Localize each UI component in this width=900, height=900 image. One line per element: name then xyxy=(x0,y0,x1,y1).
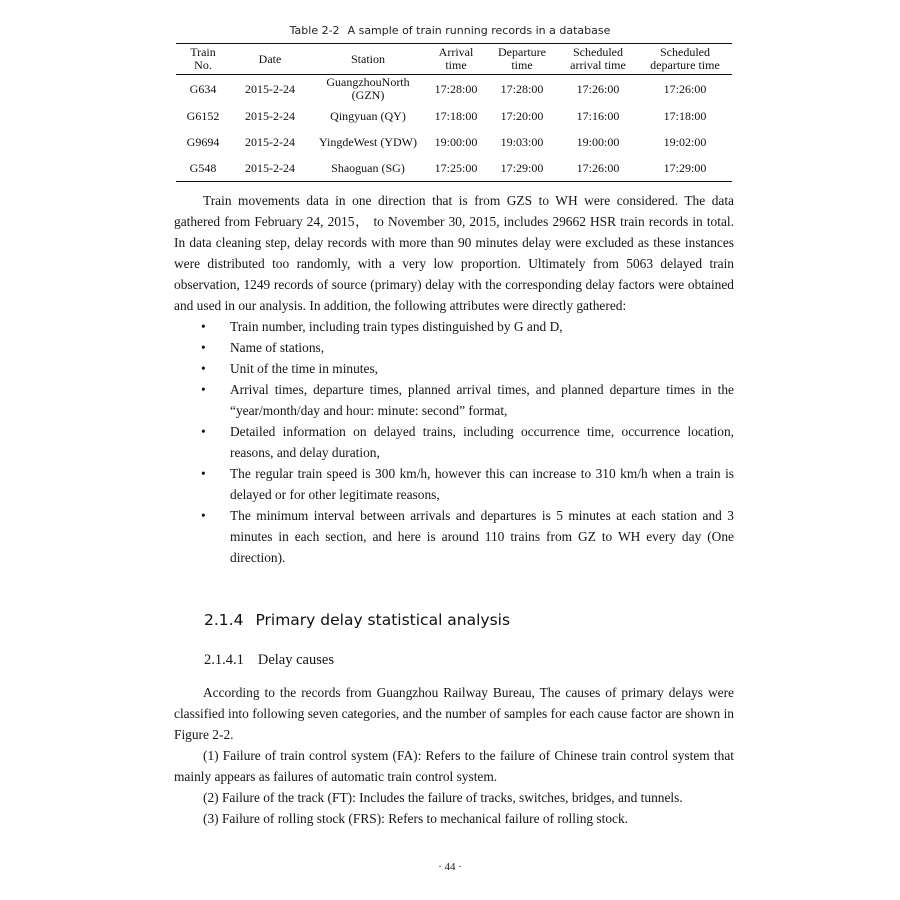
body-paragraph: (2) Failure of the track (FT): Includes the failure of tracks, switches, bridges, and tunnels. xyxy=(203,790,683,805)
table-cell: 17:26:00 xyxy=(576,81,620,96)
column-header: Station xyxy=(310,44,426,75)
bullet-item xyxy=(174,463,734,505)
bullet-marker: • xyxy=(201,424,206,439)
table-cell: 17:26:00 xyxy=(558,156,638,182)
table-cell: Qingyuan (QY) xyxy=(330,109,406,123)
column-header: Departure time xyxy=(486,44,558,75)
table-row xyxy=(176,104,732,130)
page-number: · 44 · xyxy=(438,861,462,873)
bullet-item xyxy=(174,379,734,421)
delay-causes-text-block xyxy=(174,682,734,829)
table-cell: GuangzhouNorth (GZN) xyxy=(326,75,410,103)
table-cell: 17:28:00 xyxy=(500,81,544,96)
bullet-text: Arrival times, departure times, planned arrival times, and planned departure times in the “year/month/day and hour: minute: second” format, xyxy=(230,382,734,418)
train-records-table xyxy=(176,43,732,182)
table-cell: 2015-2-24 xyxy=(230,156,310,182)
bullet-marker: • xyxy=(201,340,206,355)
table-row xyxy=(176,75,732,104)
table-cell: 19:02:00 xyxy=(663,135,707,149)
table-cell: G548 xyxy=(176,156,230,182)
body-paragraph: (1) Failure of train control system (FA): Refers to the failure of Chinese train control system that mainly appears as failures of automatic train control system. xyxy=(174,748,734,784)
main-text-block xyxy=(174,190,734,568)
bullet-item xyxy=(174,358,734,379)
bullet-marker: • xyxy=(201,382,206,397)
table-cell: 2015-2-24 xyxy=(245,109,295,123)
bullet-marker: • xyxy=(201,319,206,334)
bullet-text: Train number, including train types distinguished by G and D, xyxy=(230,319,563,334)
table-cell: YingdeWest (YDW) xyxy=(318,135,417,149)
bullet-marker: • xyxy=(201,361,206,376)
bullet-text: Name of stations, xyxy=(230,340,325,355)
table-cell: G634 xyxy=(189,81,217,96)
table-cell: G6152 xyxy=(186,109,220,123)
body-paragraph: (3) Failure of rolling stock (FRS): Refers to mechanical failure of rolling stock. xyxy=(203,811,629,826)
table-caption-text: A sample of train running records in a database xyxy=(347,24,611,37)
bullet-text: The regular train speed is 300 km/h, however this can increase to 310 km/h when a train is delayed or for other legitimate reasons, xyxy=(230,466,734,502)
body-paragraph: Train movements data in one direction that is from GZS to WH were considered. The data gathered from February 24, 2015， to November 30, 2015, includes 29662 HSR train records in total. In data cleaning step, delay records with more than 90 minutes delay were excluded as these instances were distributed too randomly, with a very low proportion. Ultimately from 5063 delayed train observation, 1249 records of source (primary) delay with the corresponding delay factors were obtained and used in our analysis. In addition, the following attributes were directly gathered: xyxy=(174,193,734,313)
table-cell: 17:25:00 xyxy=(426,156,486,182)
column-header: Arrival time xyxy=(426,44,486,75)
bullet-text: Detailed information on delayed trains, including occurrence time, occurrence location, reasons, and delay duration, xyxy=(230,424,734,460)
subsection-heading xyxy=(204,652,334,669)
table-cell: 19:03:00 xyxy=(500,135,544,149)
table-row xyxy=(176,130,732,156)
table-cell: 17:16:00 xyxy=(576,109,620,123)
table-cell: 2015-2-24 xyxy=(245,81,295,96)
body-paragraph: According to the records from Guangzhou Railway Bureau, The causes of primary delays were classified into following seven categories, and the number of samples for each cause factor are shown in Figure 2-2. xyxy=(174,685,734,742)
bullet-item xyxy=(174,337,734,358)
attribute-bullet-list xyxy=(174,316,734,568)
column-header: Scheduled departure time xyxy=(638,44,732,75)
table-cell: 17:20:00 xyxy=(500,109,544,123)
table-cell: 17:28:00 xyxy=(434,81,478,96)
bullet-item xyxy=(174,505,734,568)
table-cell: 17:29:00 xyxy=(486,156,558,182)
bullet-text: The minimum interval between arrivals and departures is 5 minutes at each station and 3 minutes in each section, and here is around 110 trains from GZ to WH every day (One direction). xyxy=(230,508,734,565)
section-title: Primary delay statistical analysis xyxy=(255,611,511,629)
table-cell: 17:18:00 xyxy=(663,109,707,123)
table-cell: 17:18:00 xyxy=(434,109,478,123)
table-cell: G9694 xyxy=(186,135,220,149)
bullet-text: Unit of the time in minutes, xyxy=(230,361,379,376)
table-cell: 19:00:00 xyxy=(434,135,478,149)
bullet-marker: • xyxy=(201,466,206,481)
section-number: 2.1.4 xyxy=(204,611,244,629)
bullet-item xyxy=(174,316,734,337)
table-cell: 19:00:00 xyxy=(576,135,620,149)
bullet-marker: • xyxy=(201,508,206,523)
subsection-number: 2.1.4.1 xyxy=(204,652,244,668)
table-cell: 17:29:00 xyxy=(638,156,732,182)
subsection-title: Delay causes xyxy=(257,652,334,668)
table-cell: 17:26:00 xyxy=(663,81,707,96)
bullet-item xyxy=(174,421,734,463)
table-cell: Shaoguan (SG) xyxy=(310,156,426,182)
table-row xyxy=(176,156,732,182)
table-caption xyxy=(0,24,900,37)
column-header: Scheduled arrival time xyxy=(558,44,638,75)
table-header-row xyxy=(176,44,732,75)
column-header: Train No. xyxy=(176,44,230,75)
section-heading xyxy=(204,611,510,629)
column-header: Date xyxy=(230,44,310,75)
table-cell: 2015-2-24 xyxy=(245,135,295,149)
table-caption-number: Table 2-2 xyxy=(289,24,340,37)
